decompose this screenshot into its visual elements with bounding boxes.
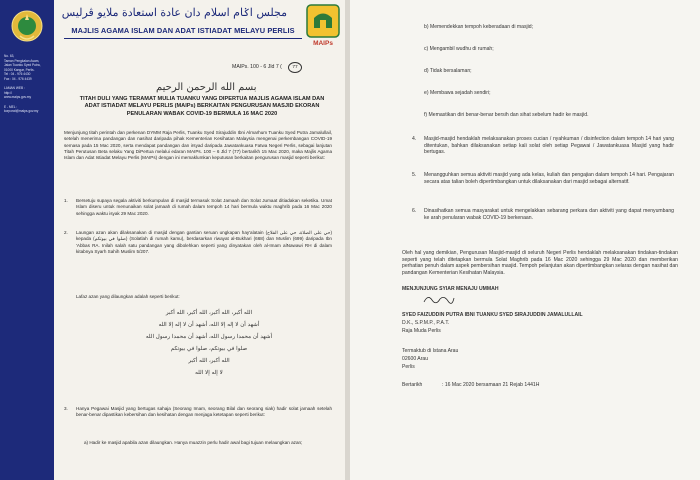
signer-titles: D.K., S.P.M.P., P.A.T. [402,320,450,326]
left-letter-page [0,0,345,480]
basmalah: بسم الله الرحمن الرحيم [156,82,257,93]
azan-line-1: الله أكبر، الله أكبر، الله أكبر، الله أكبر [165,310,253,316]
maips-logo-label: MAIPs [313,40,333,47]
item-6-number: 6. [412,208,417,214]
azan-intro: Lafaz azan yang dilaungkan adalah seperti berikut: [76,294,180,299]
motto: MENJUNJUNG SYIAR MENAJU UMMAH [402,286,499,292]
perlis-crest-icon [10,6,44,46]
item-1-text: Bersetuju supaya segala aktiviti berkumpulan di masjid termasuk Solat Jamaah dan Solat Jumaat ditiadakan seketika. Umat Islam diseru untuk menunaikan solat jamaah di rumah dalam tempoh 14 hari bermula waktu maghrib pada 16 Mac 2020 sehingga waktu isyak 29 Mac 2020. [76,198,332,216]
azan-line-4: صلوا في بيوتكم، صلوا في بيوتكم [170,346,248,352]
item-6-text: Dinasihatkan semua masyarakat untuk mengelakkan sebarang perkara dan aktiviti yang dapat menyumbang ke arah penularan wabak COVID-19 berkenaan. [424,208,674,221]
signature [422,292,456,306]
azan-line-2: أشهد أن لا إله إلا الله، أشهد أن لا إله إلا الله [158,322,260,328]
azan-line-6: لا إله إلا الله [195,370,223,376]
item-3-number: 3. [64,406,68,411]
azan-line-5: الله أكبر، الله أكبر [188,358,230,364]
date-value: : 16 Mac 2020 bersamaan 21 Rejab 1441H [442,382,540,388]
item-5-text: Menangguhkan semua aktiviti masjid yang ada kelas, kuliah dan pengajian dalam tempoh 14 hari. Pengajaran secara atas talian boleh dipertimbangkan untuk dilaksanakan dari masjid sebagai alternatif. [424,172,674,185]
arabic-council-title: مجلس اݢام اسلام دان عادة استعادة ملايو ڤرليس [61,6,287,19]
item-2-text: Laungan azan akan dilaksanakan di masjid dengan gantian seruan ungkapan hay'alatain (حي على الصلاة، حي على الفلاح) kepada (صلوا في بيوتكم) (Solatlah di rumah kamu), berdasarkan riwayat al-Bukhari (668) dan Muslim (699) daripada Ibn 'Abbas RA. Inilah salah satu pandangan yang dibolehkan seperti yang dinyatakan oleh al-Imam alNawawi RH di dalam kitabnya Syarh Sahih Muslim 5/207. [76,230,332,254]
item-3b: b) Memendekkan tempoh keberadaan di masjid; [424,24,534,30]
place-line-1: Termaktub di Istana Arau [402,348,459,354]
item-4-number: 4. [412,136,417,142]
item-3-text: Hanya Pegawai Masjid yang bertugas sahaja (Seorang Imam, seorang Bilal dan seorang siak) hadir solat jamaah setelah benar-benar dipastikan kebersihan dan kesihatan dengan menjaga ketetapan seperti berikut: [76,406,332,418]
date-label: Bertarikh [402,382,423,388]
signer-name: SYED FAIZUDDIN PUTRA IBNI TUANKU SYED SIRAJUDDIN JAMALULLAIL [402,312,583,318]
signer-role: Raja Muda Perlis [402,328,441,334]
header-divider [64,38,302,39]
item-2-number: 2. [64,230,68,235]
decree-title: TITAH DULI YANG TERAMAT MULIA TUANKU YANG DIPERTUA MAJLIS AGAMA ISLAM DAN ADAT ISTIADAT MELAYU PERLIS (MAIPs) BERKAITAN PENGURUSAN MASJID EKORAN PENULARAN WABAK COVID-19 BERMULA 16 MAC 2020 [79,96,325,117]
item-3a-text: a) Hadir ke masjid apabila azan dilaungkan. Hanya muazzin perlu hadir awal bagi tujuan melaungkan azan; [84,440,303,445]
letterhead-sidebar [0,0,54,480]
item-5-number: 5. [412,172,417,178]
item-3f: f) Memastikan diri benar-benar bersih dan sihat sebelum hadir ke masjid. [424,112,589,118]
reference-number [232,64,282,70]
item-3c: c) Mengambil wudhu di rumah; [424,46,494,52]
council-name: MAJLIS AGAMA ISLAM DAN ADAT ISTIADAT MELAYU PERLIS [71,26,295,35]
place-line-3: Perlis [402,364,415,370]
azan-line-3: أشهد أن محمدا رسول الله، أشهد أن محمدا رسول الله [145,334,273,340]
item-1-number: 1. [64,198,68,203]
maips-logo-icon [306,4,340,38]
reference-text: MAIPs. 100 - 6 Jld 7 ( [232,64,282,70]
item-3e: e) Membawa sejadah sendiri; [424,90,491,96]
intro-paragraph: Menjunjung titah perintah dan perkenan DYMM Raja Perlis, Tuanku Syed Sirajuddin Ibni Almarhum Tuanku Syed Putra Jamalullail, setelah menerima pandangan dan nasihat daripada pihak Kementerian Kesihatan Malaysia mengenai perkembangan COVID-19 semasa pada 15 Mac 2020, serta mendapat pandangan dan irsyad daripada Jawatankuasa Fatwa Negeri Perlis, sebagai lanjutan Titah Perutusan Beta selaku Yang DiPertua melalui edaran MAIPs. 100 – 6 Jld 7 (77) bertarikh 15 Mac 2020, maka Majlis Agama Islam dan Adat Istiadat Melayu Perlis (MAIPs) dengan ini memaklumkan keputusan berkaitan pengurusan masjid seperti berikut: [64,130,332,161]
closing-paragraph: Oleh hal yang demikian, Pengurusan Masjid-masjid di seluruh Negeri Perlis hendaklah melaksanakan tindakan-tindakan seperti yang telah ditetapkan bermula Solat Maghrib pada 16 Mac 2020 sehingga 29 Mac 2020 dan memberikan perhatian penuh dalam aspek pembersihan masjid. Tempoh pelanjutan akan dipertimbangkan selaras dengan nasihat dan pandangan Kementerian Kesihatan Malaysia. [402,250,678,276]
reference-handwritten-number: 77 [288,62,302,73]
contact-address: No. 63, Taman Pengkalan Asam, Jalan Tuanku Syed Putra, 01000 Kangar, Perlis. Tel : 04 - 976 4430 Fax : 04 - 976 4439 LAMAN WEB : http:// www.maips.gov.my E - MEL : korporat@maips.gov.my [4,54,41,114]
place-line-2: 02600 Arau [402,356,429,362]
item-4-text: Masjid-masjid hendaklah melaksanakan proses cucian / nyahkuman / disinfection dalam tempoh 14 hari yang ditentukan, bahkan dilaksanakan setiap kali solat oleh setiap Pegawai / Jawatankuasa Masjid yang hadir bertugas. [424,136,674,156]
item-3d: d) Tidak bersalaman; [424,68,472,74]
right-letter-page [350,0,700,480]
letterhead-header [54,0,345,58]
